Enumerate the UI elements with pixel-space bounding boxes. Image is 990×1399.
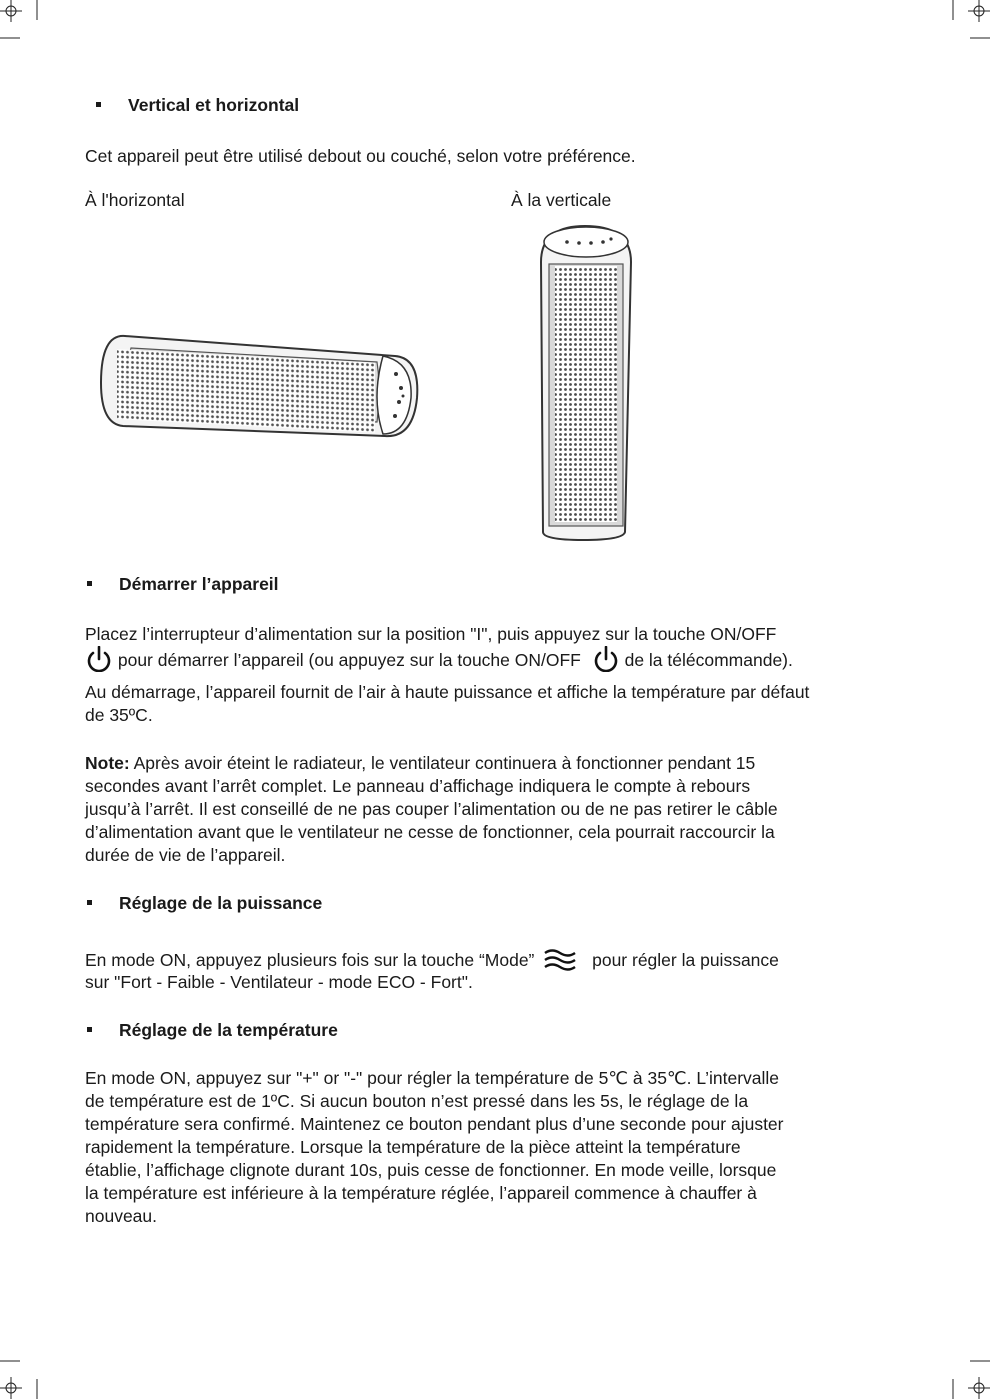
horizontal-heater-illustration — [95, 328, 425, 443]
orientation-intro: Cet appareil peut être utilisé debout ou couché, selon votre préférence. — [85, 146, 636, 166]
temp-line-7: nouveau. — [85, 1206, 158, 1226]
temp-line-3: température sera confirmé. Maintenez ce bouton pendant plus d’une seconde pour ajuster — [85, 1114, 784, 1134]
note-label: Note: — [85, 753, 130, 773]
power-line-1a: En mode ON, appuyez plusieurs fois sur la touche “Mode” — [85, 950, 540, 970]
start-line-3: Au démarrage, l’appareil fournit de l’air à haute puissance et affiche la température par défaut — [85, 682, 810, 702]
vertical-label: À la verticale — [511, 190, 612, 210]
horizontal-label: À l'horizontal — [85, 190, 185, 210]
heading-orientation: Vertical et horizontal — [128, 95, 300, 115]
crop-mark-top-left — [0, 0, 60, 45]
bullet-power — [87, 900, 92, 905]
start-line-1: Placez l’interrupteur d’alimentation sur la position "I", puis appuyez sur la touche ON/OFF — [85, 624, 777, 644]
heading-power: Réglage de la puissance — [119, 893, 323, 913]
bullet-temperature — [87, 1027, 92, 1032]
crop-mark-bottom-left — [0, 1354, 60, 1399]
note-line-4: d’alimentation avant que le ventilateur ne cesse de fonctionner, cela pourrait raccourcir la — [85, 822, 775, 842]
temp-line-1: En mode ON, appuyez sur "+" or "-" pour régler la température de 5℃ à 35℃. L’intervalle — [85, 1068, 780, 1088]
heading-temperature: Réglage de la température — [119, 1020, 338, 1040]
power-line-2: sur "Fort - Faible - Ventilateur - mode ECO - Fort". — [85, 972, 473, 992]
power-line-1 — [85, 948, 779, 972]
bullet-start — [87, 581, 92, 586]
bullet-orientation — [96, 102, 101, 107]
temp-line-6: la température est inférieure à la température réglée, l’appareil commence à chauffer à — [85, 1183, 757, 1203]
note-line-2: secondes avant l’arrêt complet. Le panneau d’affichage indiquera le compte à rebours — [85, 776, 751, 796]
note-line-3: jusqu’à l’arrêt. Il est conseillé de ne pas couper l’alimentation ou de ne pas retirer le câble — [85, 799, 778, 819]
vertical-heater-illustration — [533, 222, 638, 544]
power-icon-remote — [592, 646, 620, 672]
temp-line-5: établie, l’affichage clignote durant 10s, puis cesse de fonctionner. En mode veille, lorsque — [85, 1160, 777, 1180]
start-line-2 — [85, 646, 793, 672]
start-line-2b: de la télécommande). — [619, 650, 793, 670]
start-line-4: de 35ºC. — [85, 705, 153, 725]
temp-line-2: de température est de 1ºC. Si aucun bouton n’est pressé dans les 5s, le réglage de la — [85, 1091, 749, 1111]
heading-start: Démarrer l’appareil — [119, 574, 279, 594]
crop-mark-bottom-right — [930, 1354, 990, 1399]
crop-mark-top-right — [930, 0, 990, 45]
power-line-1b: pour régler la puissance — [587, 950, 779, 970]
temp-line-4: rapidement la température. Lorsque la température de la pièce atteint la température — [85, 1137, 741, 1157]
power-icon — [85, 646, 113, 672]
mode-waves-icon — [543, 948, 577, 972]
note-line-5: durée de vie de l’appareil. — [85, 845, 286, 865]
note-line-1-text: Après avoir éteint le radiateur, le ventilateur continuera à fonctionner pendant 15 — [129, 753, 756, 773]
note-line-1 — [85, 752, 755, 775]
start-line-2a: pour démarrer l’appareil (ou appuyez sur la touche ON/OFF — [113, 650, 586, 670]
